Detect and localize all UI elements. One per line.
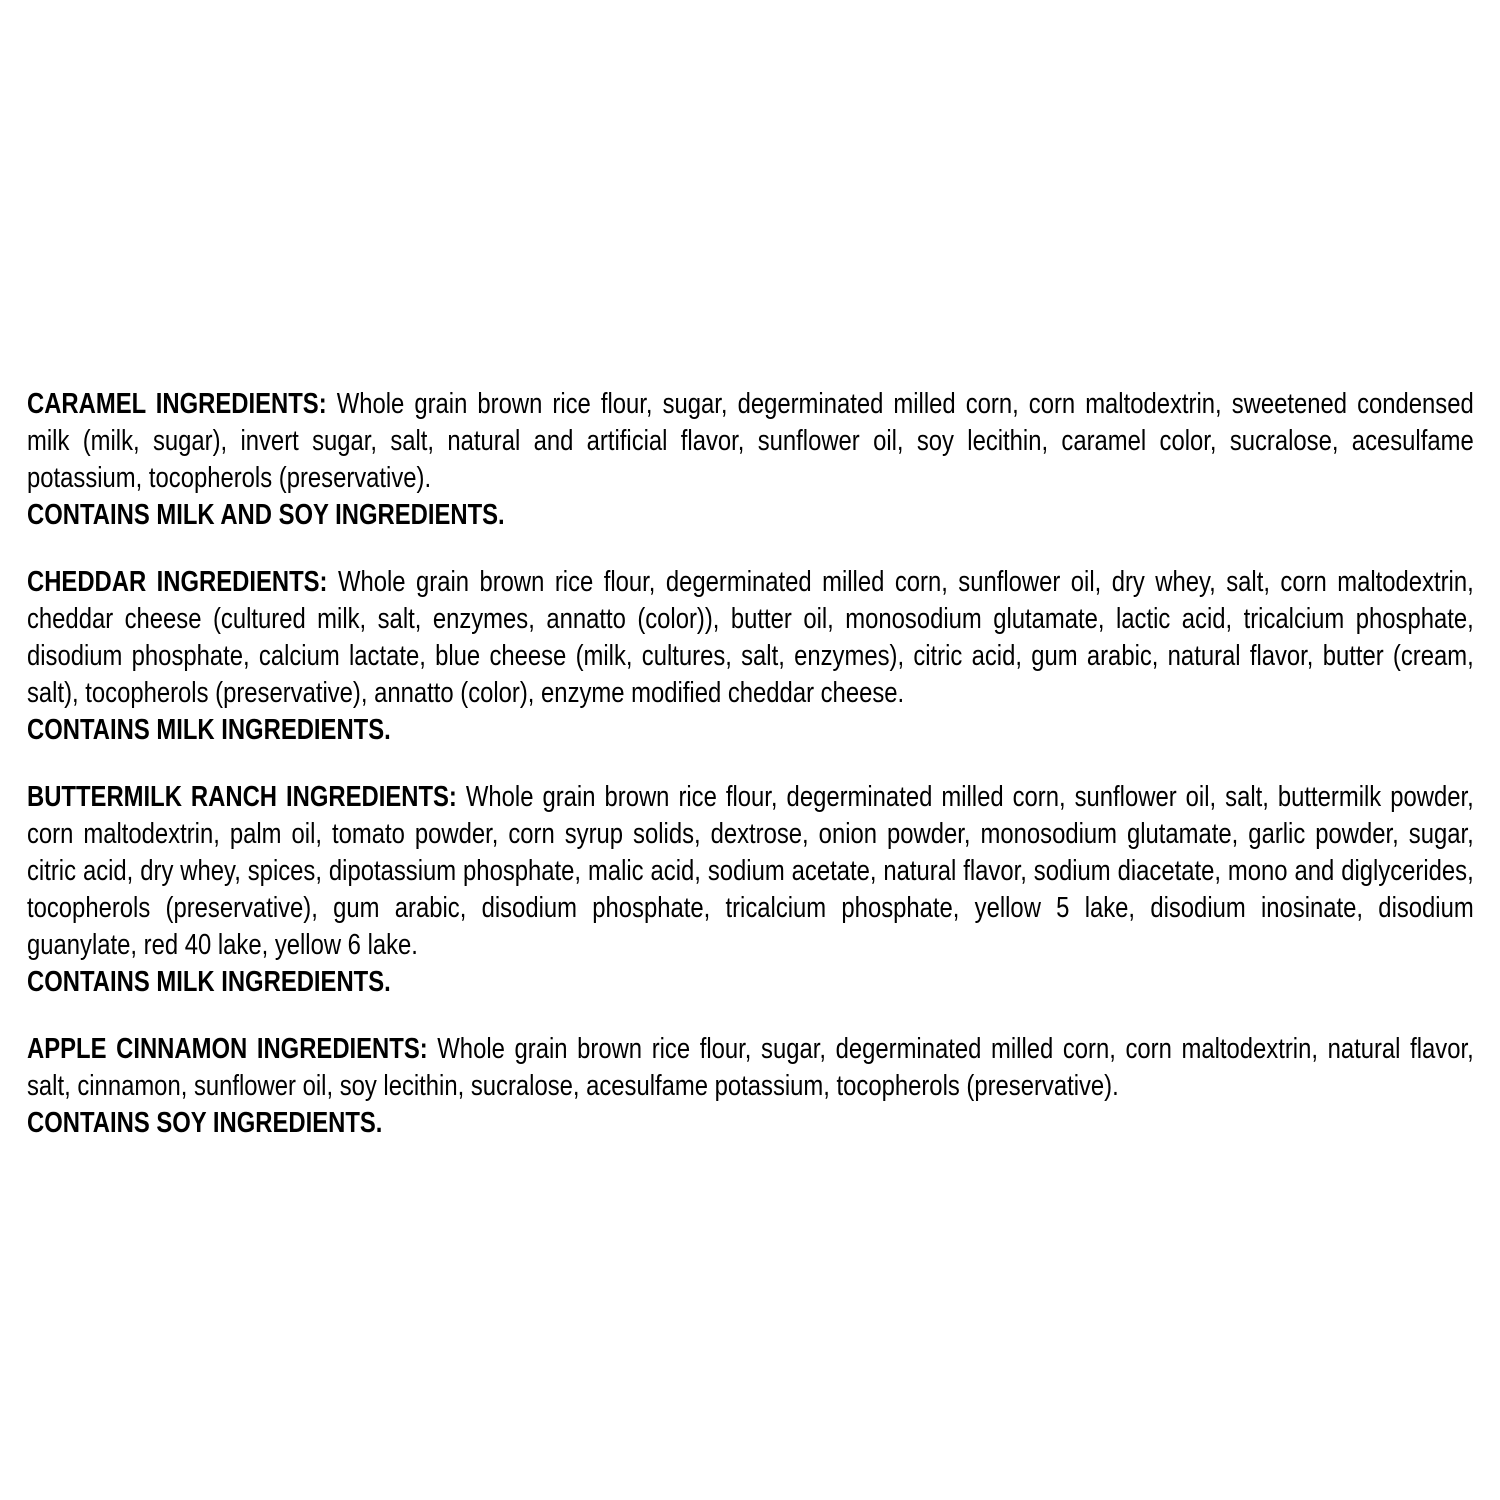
caramel-heading: CARAMEL INGREDIENTS: xyxy=(27,388,327,420)
cheddar-contains-statement: CONTAINS MILK INGREDIENTS. xyxy=(27,714,391,746)
section-cheddar xyxy=(27,564,1474,749)
ingredients-label xyxy=(27,386,1474,1172)
apple-cinnamon-contains-statement: CONTAINS SOY INGREDIENTS. xyxy=(27,1107,383,1139)
caramel-body-text: Whole grain brown rice flour, sugar, degerminated milled corn, corn maltodextrin, sweetened condensed milk (milk, sugar), invert sugar, salt, natural and artificial flavor, sunflower oil, soy lecithin, caramel color, sucralose, acesulfame potassium, tocopherols (preservative). xyxy=(27,388,1474,494)
apple-cinnamon-ingredients-paragraph xyxy=(27,1031,1474,1105)
apple-cinnamon-body-text: Whole grain brown rice flour, sugar, degerminated milled corn, corn maltodextrin, natural flavor, salt, cinnamon, sunflower oil, soy lecithin, sucralose, acesulfame potassium, tocopherols (preservative). xyxy=(27,1033,1474,1102)
apple-cinnamon-heading: APPLE CINNAMON INGREDIENTS: xyxy=(27,1033,428,1065)
cheddar-body-text: Whole grain brown rice flour, degerminated milled corn, sunflower oil, dry whey, salt, corn maltodextrin, cheddar cheese (cultured milk, salt, enzymes, annatto (color)), butter oil, monosodium glutamate, lactic acid, tricalcium phosphate, disodium phosphate, calcium lactate, blue cheese (milk, cultures, salt, enzymes), citric acid, gum arabic, natural flavor, butter (cream, salt), tocopherols (preservative), annatto (color), enzyme modified cheddar cheese. xyxy=(27,566,1474,709)
caramel-contains-statement: CONTAINS MILK AND SOY INGREDIENTS. xyxy=(27,499,505,531)
section-buttermilk-ranch xyxy=(27,779,1474,1001)
buttermilk-ranch-ingredients-paragraph xyxy=(27,779,1474,964)
section-apple-cinnamon xyxy=(27,1031,1474,1142)
buttermilk-ranch-heading: BUTTERMILK RANCH INGREDIENTS: xyxy=(27,781,457,813)
buttermilk-ranch-contains-statement: CONTAINS MILK INGREDIENTS. xyxy=(27,966,391,998)
caramel-ingredients-paragraph xyxy=(27,386,1474,497)
buttermilk-ranch-body-text: Whole grain brown rice flour, degerminated milled corn, sunflower oil, salt, buttermilk powder, corn maltodextrin, palm oil, tomato powder, corn syrup solids, dextrose, onion powder, monosodium glutamate, garlic powder, sugar, citric acid, dry whey, spices, dipotassium phosphate, malic acid, sodium acetate, natural flavor, sodium diacetate, mono and diglycerides, tocopherols (preservative), gum arabic, disodium phosphate, tricalcium phosphate, yellow 5 lake, disodium inosinate, disodium guanylate, red 40 lake, yellow 6 lake. xyxy=(27,781,1474,961)
section-caramel xyxy=(27,386,1474,534)
cheddar-heading: CHEDDAR INGREDIENTS: xyxy=(27,566,328,598)
cheddar-ingredients-paragraph xyxy=(27,564,1474,712)
